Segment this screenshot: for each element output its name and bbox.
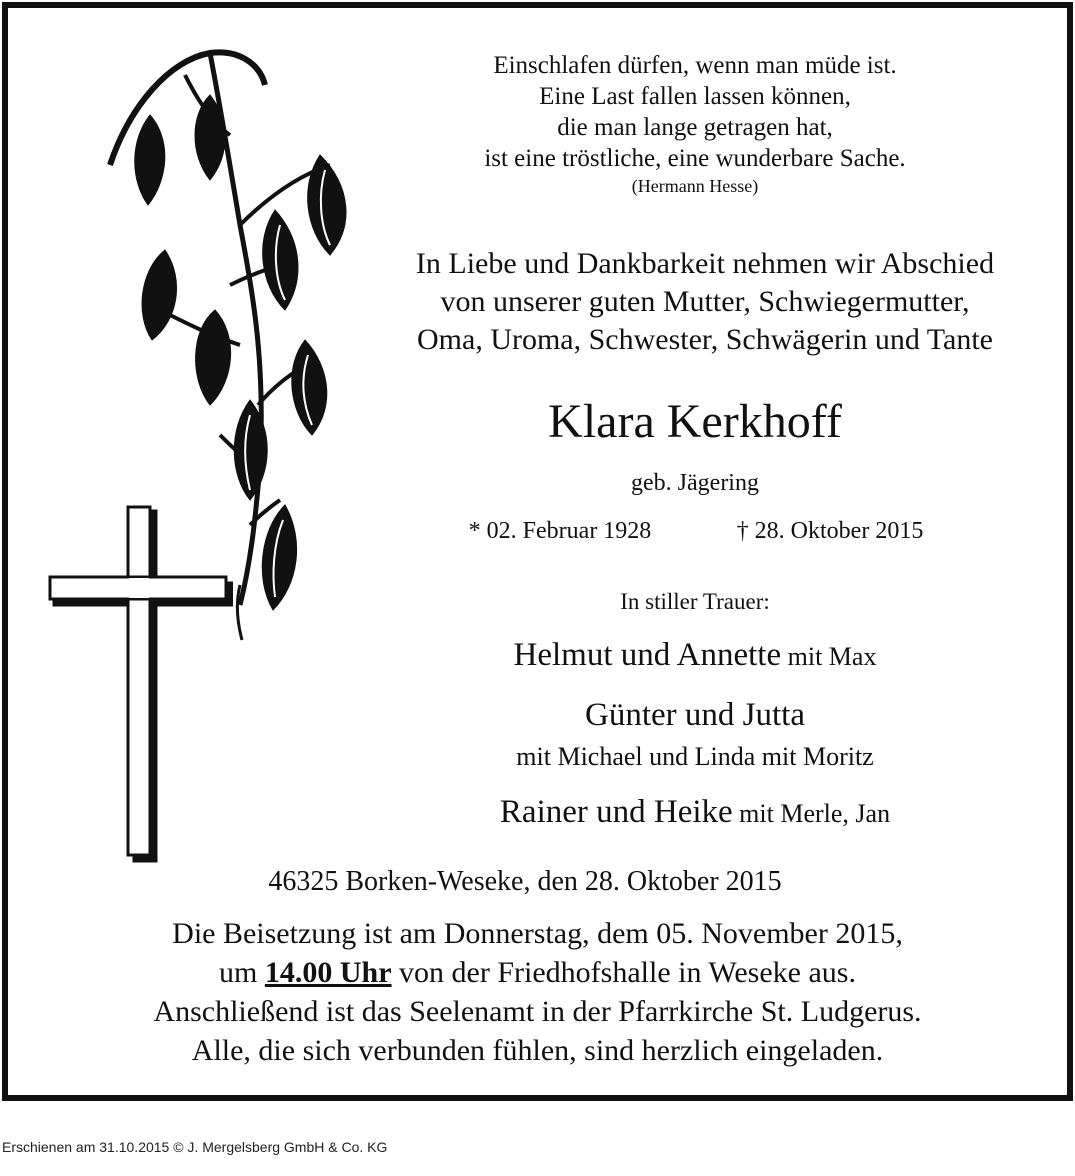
burial-line-4: Alle, die sich verbunden fühlen, sind herzlich eingeladen. <box>191 1034 884 1067</box>
family-1-sub: mit Max <box>781 642 877 671</box>
poem-author: (Hermann Hesse) <box>631 176 759 196</box>
mourners-heading: In stiller Trauer: <box>620 589 770 614</box>
burial-line-2-pre: um <box>219 956 265 989</box>
deceased-name: Klara Kerkhoff <box>548 395 842 448</box>
burial-time: 14.00 Uhr <box>264 956 392 989</box>
poem-line-3: die man lange getragen hat, <box>557 114 833 141</box>
family-3-sub: mit Merle, Jan <box>732 799 891 828</box>
family-2-main: Günter und Jutta <box>585 697 805 733</box>
poem-line-1: Einschlafen dürfen, wenn man müde ist. <box>493 52 897 79</box>
family-1-main: Helmut und Annette <box>513 637 782 673</box>
poem-line-4: ist eine tröstliche, eine wunderbare Sache. <box>484 145 906 172</box>
burial-line-2-post: von der Friedhofshalle in Weseke aus. <box>391 956 856 989</box>
birth-date: * 02. Februar 1928 <box>468 518 652 544</box>
place-date: 46325 Borken-Weseke, den 28. Oktober 2015 <box>268 866 782 897</box>
poem-line-2: Eine Last fallen lassen können, <box>539 83 851 110</box>
death-date: † 28. Oktober 2015 <box>736 518 924 544</box>
cross-icon <box>48 505 233 865</box>
birth-name: geb. Jägering <box>631 470 759 496</box>
family-2-sub: mit Michael und Linda mit Moritz <box>516 742 874 771</box>
intro-line-3: Oma, Uroma, Schwester, Schwägerin und Tante <box>417 323 993 356</box>
family-1 <box>395 637 995 674</box>
family-3 <box>395 794 995 831</box>
publication-footer: Erschienen am 31.10.2015 © J. Mergelsberg GmbH & Co. KG <box>2 1139 388 1155</box>
burial-line-1: Die Beisetzung ist am Donnerstag, dem 05. November 2015, <box>172 917 903 950</box>
intro-line-1: In Liebe und Dankbarkeit nehmen wir Abschied <box>415 247 995 280</box>
burial-line-2 <box>20 953 1055 992</box>
intro-line-2: von unserer guten Mutter, Schwiegermutter, <box>440 285 970 318</box>
family-3-main: Rainer und Heike <box>499 794 733 830</box>
burial-line-3: Anschließend ist das Seelenamt in der Pfarrkirche St. Ludgerus. <box>153 995 922 1028</box>
